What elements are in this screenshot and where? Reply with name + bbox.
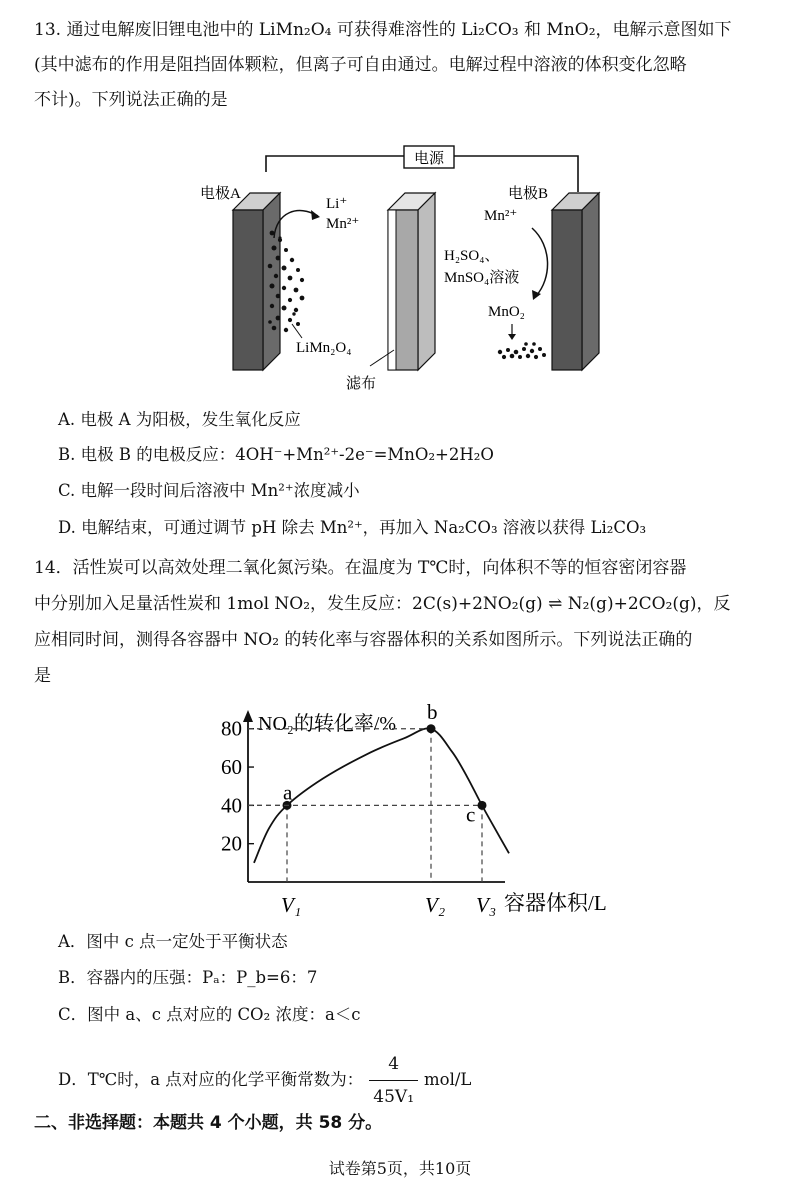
- q13-option-c[interactable]: C. 电解一段时间后溶液中 Mn²⁺浓度减小: [58, 481, 360, 500]
- q14-option-b[interactable]: B．容器内的压强：Pₐ：P_b=6：7: [58, 968, 318, 987]
- solution-label-2: MnSO₄溶液: [444, 270, 520, 286]
- electrolysis-diagram: [190, 138, 630, 398]
- q14-stem-line-2: 中分别加入足量活性炭和 1mol NO₂，发生反应：2C(s)+2NO₂(g) ⇌ N₂(g)+2CO₂(g)，反: [34, 594, 731, 614]
- mno2-label: MnO₂: [488, 304, 525, 320]
- point-b: [427, 724, 436, 733]
- q14-option-c[interactable]: C．图中 a、c 点对应的 CO₂ 浓度：a＜c: [58, 1005, 361, 1024]
- point-label-a: a: [283, 780, 293, 805]
- point-c: [478, 801, 487, 810]
- electrode-a-label: 电极A: [200, 186, 241, 202]
- q14-stem-line-3: 应相同时间，测得各容器中 NO₂ 的转化率与容器体积的关系如图所示。下列说法正确的: [34, 630, 693, 650]
- q14-stem-line-4: 是: [34, 666, 51, 686]
- y-tick-label-20: 20: [221, 831, 242, 856]
- q14-option-a[interactable]: A．图中 c 点一定处于平衡状态: [58, 932, 288, 951]
- q13-stem-line-3: 不计)。下列说法正确的是: [34, 90, 228, 110]
- point-label-b: b: [427, 700, 438, 724]
- y-tick-label-80: 80: [221, 716, 242, 741]
- point-label-c: c: [466, 802, 476, 827]
- mno2-particles: [498, 342, 546, 359]
- ion-arrow-right: [532, 228, 548, 296]
- mn-ion-right-label: Mn²⁺: [484, 208, 518, 224]
- solution-label-1: H₂SO₄、: [444, 248, 500, 264]
- electrode-a: [233, 210, 263, 370]
- y-tick-label-60: 60: [221, 755, 242, 780]
- unit-label: mol/L: [424, 1070, 472, 1089]
- q13-option-a[interactable]: A. 电极 A 为阳极，发生氧化反应: [58, 410, 301, 429]
- mn-ion-left-label: Mn²⁺: [326, 216, 360, 232]
- fraction-denominator: 45V₁: [369, 1080, 418, 1111]
- q13-option-b[interactable]: B. 电极 B 的电极反应：4OH⁻+Mn²⁺-2e⁻=MnO₂+2H₂O: [58, 445, 494, 464]
- electrode-b-label: 电极B: [508, 186, 549, 202]
- fraction-numerator: 4: [388, 1054, 400, 1074]
- electrode-b: [552, 210, 582, 370]
- x-axis-label: 容器体积/L: [504, 891, 607, 915]
- q13-stem-line-1: 13. 通过电解废旧锂电池中的 LiMn₂O₄ 可获得难溶性的 Li₂CO₃ 和 MnO₂，电解示意图如下: [34, 20, 732, 40]
- power-label: 电源: [413, 151, 445, 167]
- x-tick-label-3: V₃: [476, 893, 497, 917]
- q13-option-d[interactable]: D. 电解结束，可通过调节 pH 除去 Mn²⁺，再加入 Na₂CO₃ 溶液以获得 Li₂CO₃: [58, 518, 647, 537]
- y-tick-label-40: 40: [221, 793, 242, 818]
- equilibrium-constant-fraction: [369, 1050, 418, 1111]
- limn2o4-label: LiMn₂O₄: [296, 340, 352, 356]
- y-axis-arrow: [243, 710, 253, 722]
- y-axis-label: NO₂的转化率/%: [258, 713, 397, 735]
- q14-stem-line-1: 14．活性炭可以高效处理二氧化氮污染。在温度为 T℃时，向体积不等的恒容密闭容器: [34, 558, 687, 578]
- q14-option-d[interactable]: [58, 1050, 471, 1111]
- filter-cloth: [388, 210, 396, 370]
- li-ion-label: Li⁺: [326, 196, 348, 212]
- ion-arrow-left: [274, 211, 318, 238]
- conversion-chart: [200, 700, 650, 925]
- q14-option-d-text: D．T℃时，a 点对应的化学平衡常数为：: [58, 1070, 364, 1089]
- section-heading: 二、非选择题：本题共 4 个小题，共 58 分。: [34, 1113, 383, 1133]
- q13-stem-line-2: (其中滤布的作用是阻挡固体颗粒，但离子可自由通过。电解过程中溶液的体积变化忽略: [34, 55, 687, 75]
- page-footer: 试卷第5页，共10页: [328, 1159, 472, 1178]
- filter-label: 滤布: [346, 376, 377, 392]
- x-tick-label-1: V₁: [281, 893, 302, 917]
- x-tick-label-2: V₂: [425, 893, 446, 917]
